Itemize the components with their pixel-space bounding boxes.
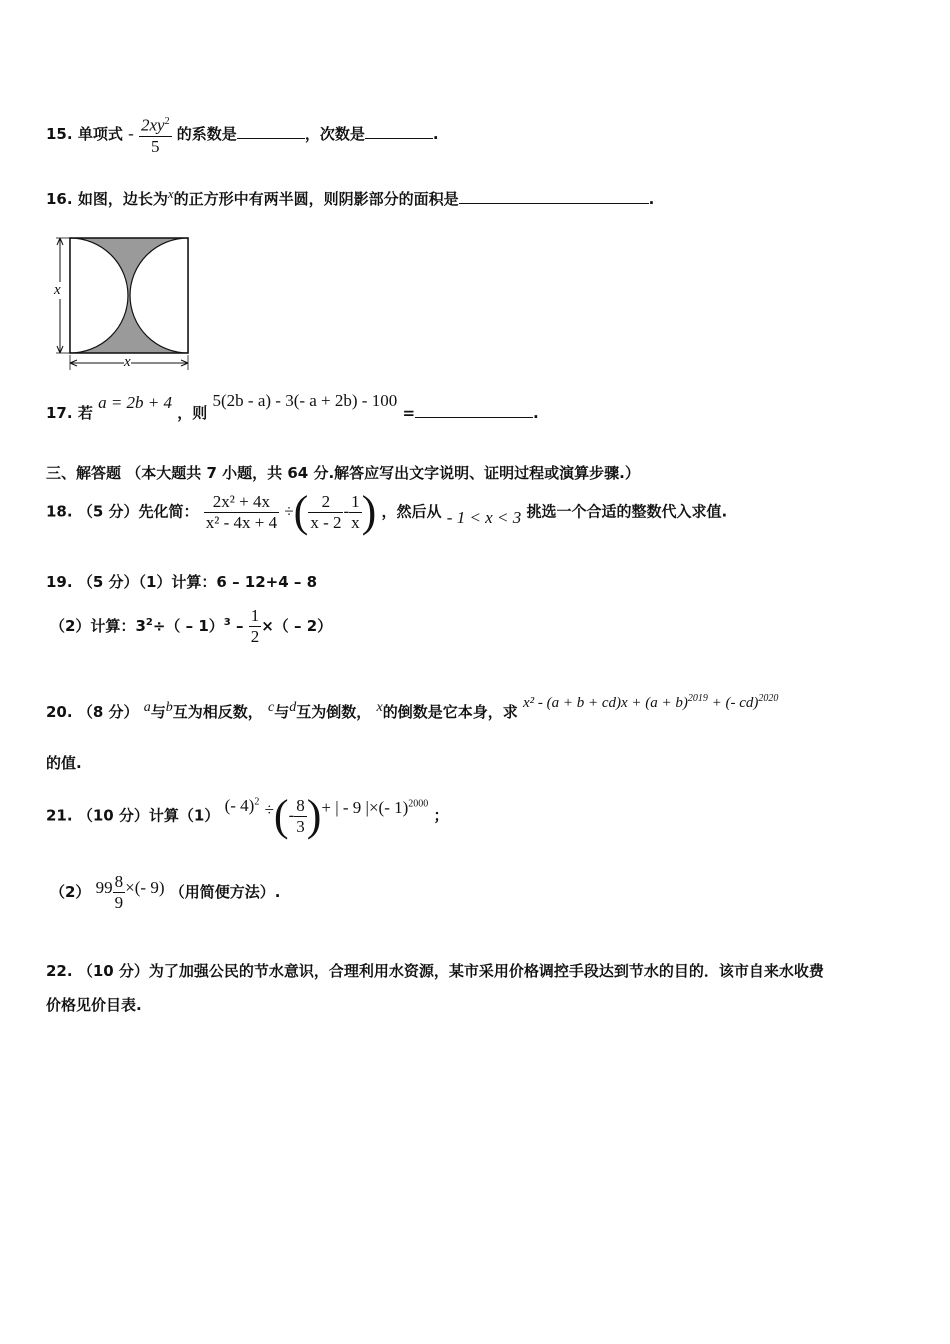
question-18: 18. （5 分）先化简： $\frac{\text{2x² + 4x}}{\text{x² - 4x + 4}}$ ÷( $\frac{2}{x - 2}$ - $\frac{1}{x}$ ) ，然后从 - 1 < x < 3 挑选一个合适的整数代入求值. (46, 487, 728, 536)
q15-answer-blank-1[interactable] (237, 124, 305, 139)
question-20: 20. （8 分） $^a$与$^b$互为相反数， $^c$与$^d$互为倒数， $^x$的倒数是它本身，求 $x^2 - (a + b + cd)x + (a + b)^{2019}$ + (- cd)$^{2020}$ (46, 693, 779, 721)
q22-number: 22. (46, 962, 73, 980)
q21-fraction: $\frac{8}{3}$ (296, 795, 305, 836)
q19-number: 19. (46, 573, 73, 591)
q17-answer-blank[interactable] (415, 403, 533, 418)
question-22: 22. （10 分）为了加强公民的节水意识，合理利用水资源，某市采用价格调控手段达到节水的目的．该市自来水收费 价格见价目表. (46, 962, 824, 1014)
question-21-part-2: （2） 99 $\frac{8}{9}$ ×(- 9) （用简便方法）. (50, 872, 281, 912)
q16-answer-blank[interactable] (459, 189, 649, 204)
q20-number: 20. (46, 703, 73, 721)
section-3-heading: 三、解答题 （本大题共 7 小题，共 64 分.解答应写出文字说明、证明过程或演算步骤.） (46, 464, 640, 482)
q18-number: 18. (46, 502, 73, 521)
q18-fraction-1: $\frac{\text{2x² + 4x}}{\text{x² - 4x + 4}}$ (205, 491, 278, 532)
side-length-label: x (54, 282, 61, 298)
q21-mixed-fraction: $\frac{8}{9}$ (114, 872, 124, 912)
q15-answer-blank-2[interactable] (365, 124, 433, 139)
q18-fraction-2: $\frac{2}{x - 2}$ (310, 491, 342, 532)
question-19-part-2: （2）计算：$3^2\div( - 1)^3$ – $\frac{1}{2}$ ×（ – 2） (50, 606, 333, 646)
q15-number: 15. (46, 124, 73, 143)
question-16: 16. 如图，边长为$^x$的正方形中有两半圆，则阴影部分的面积是 . (46, 186, 655, 208)
q17-number: 17. (46, 404, 73, 422)
question-15: 15. 单项式 - $\frac{2xy^2}{5}$ 的系数是 ，次数是 . (46, 112, 439, 157)
q16-number: 16. (46, 190, 73, 208)
question-21-part-1: 21. （10 分）计算（1） (- 4)$^2$ ÷(- $\frac{8}{3}$ )+ | - 9 |×(- 1)$^{2000}$ ； (46, 791, 449, 840)
q15-fraction: $\frac{2xy^2}{5}$ (139, 112, 172, 157)
question-17: 17. 若 a = 2b + 4 ，则 5(2b - a) - 3(- a + 2b) - 100 = . (46, 391, 539, 422)
q16-figure (50, 230, 200, 375)
q21-number: 21. (46, 806, 73, 825)
question-19-part-1: 19. （5 分）（1）计算：6 – 12+4 – 8 (46, 573, 318, 591)
q20-expression: $x^2 - (a + b + cd)x + (a + b)^{2019}$ + (- cd)$^{2020}$ (522, 693, 779, 711)
question-20-continued: 的值. (46, 754, 82, 772)
q18-fraction-3: $\frac{1}{x}$ (351, 491, 360, 532)
bottom-length-label: x (124, 354, 131, 370)
q19-fraction: $\frac{1}{2}$ (250, 606, 260, 646)
